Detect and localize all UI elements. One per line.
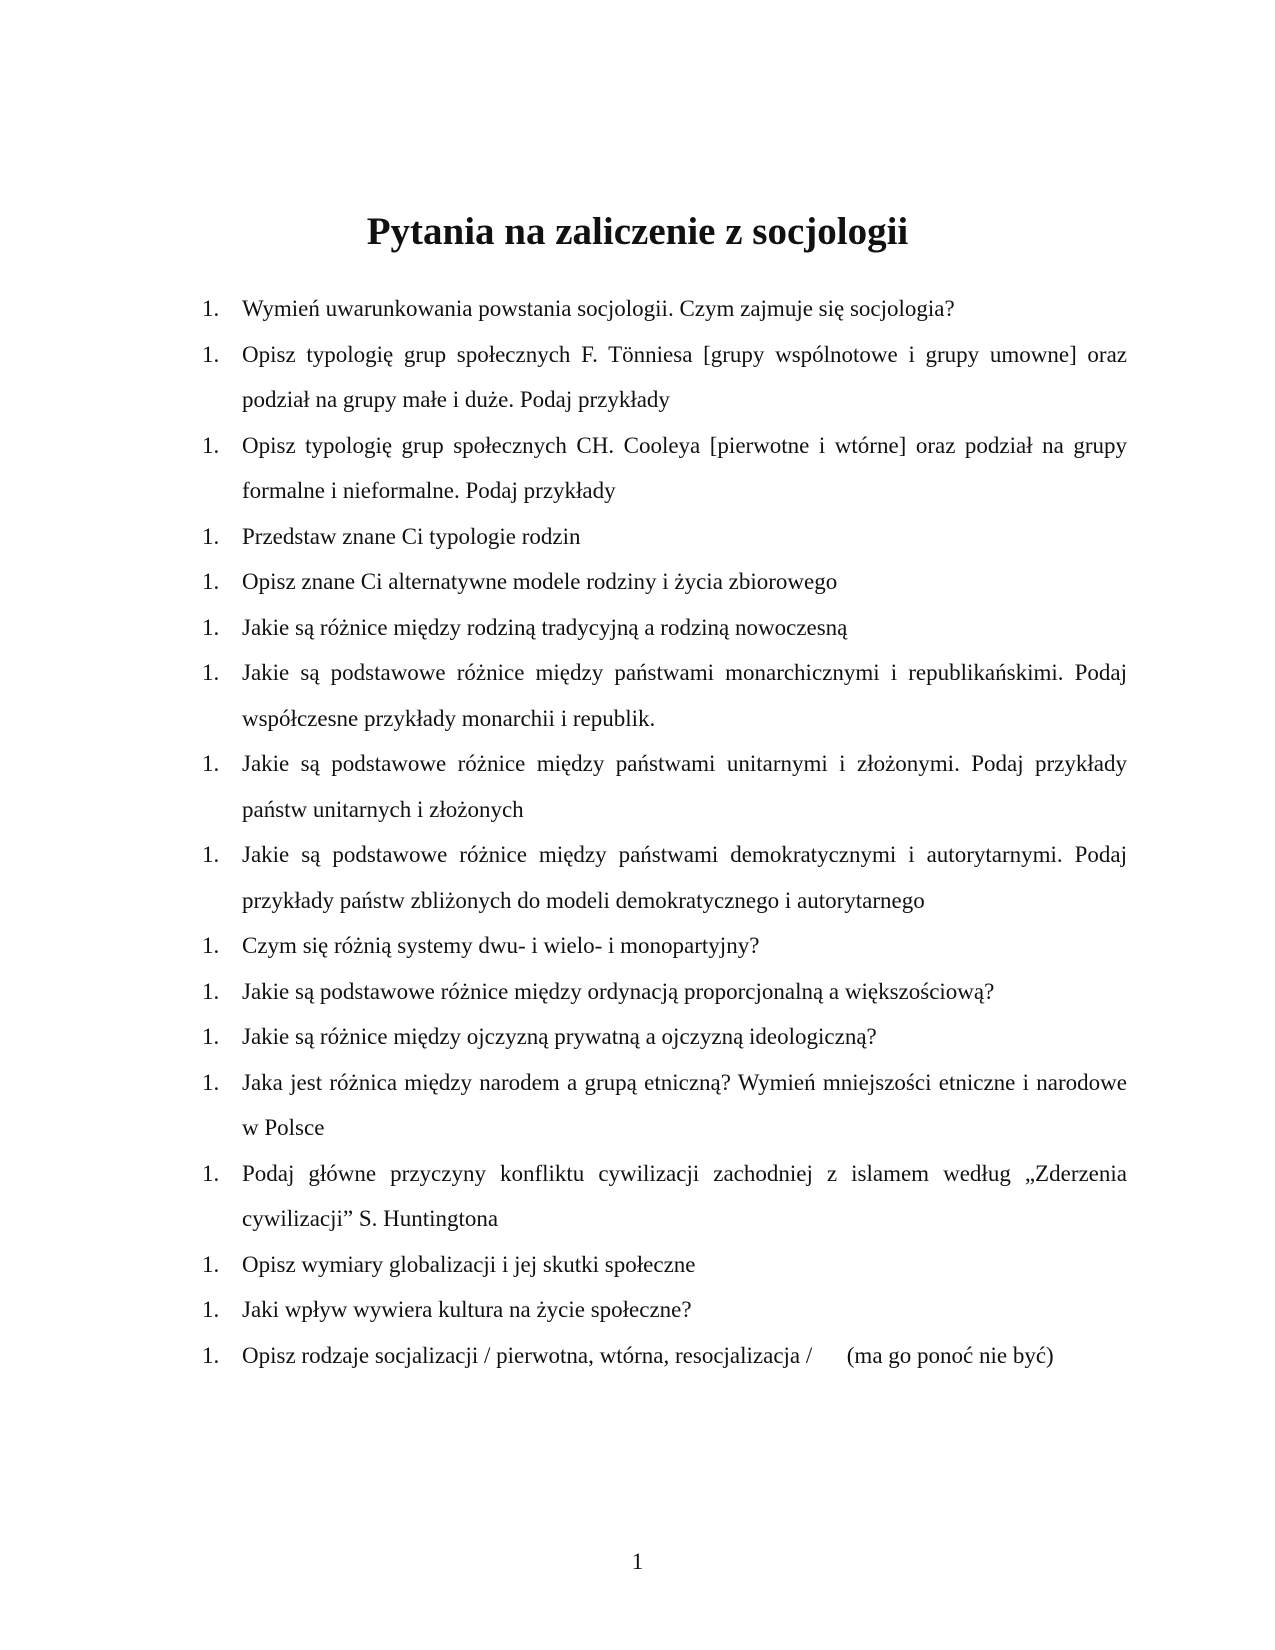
- list-item-number: 1.: [202, 523, 220, 549]
- list-item-text: Jaki wpływ wywiera kultura na życie społeczne?: [242, 1297, 692, 1322]
- list-item-number: 1.: [202, 842, 220, 867]
- list-item-text: Opisz znane Ci alternatywne modele rodziny i życia zbiorowego: [242, 569, 838, 594]
- list-item: [202, 1333, 1127, 1379]
- list-item-number: 1.: [202, 660, 220, 685]
- list-item: [202, 741, 1127, 832]
- list-item-number: 1.: [202, 1069, 220, 1095]
- list-item-number: 1.: [202, 751, 220, 776]
- list-item-number: 1.: [202, 569, 220, 594]
- list-item: [202, 1151, 1127, 1242]
- list-item-text: Przedstaw znane Ci typologie rodzin: [242, 523, 581, 549]
- list-item-number: 1.: [202, 1160, 220, 1186]
- list-item: [202, 1014, 1127, 1060]
- list-item-text: Czym się różnią systemy dwu- i wielo- i monopartyjny?: [242, 933, 760, 958]
- list-item-text: Jakie są podstawowe różnice między ordynacją proporcjonalną a większościową?: [242, 978, 995, 1004]
- list-item-text: Wymień uwarunkowania powstania socjologii. Czym zajmuje się socjologia?: [242, 296, 955, 321]
- questions-list: [202, 286, 1127, 1378]
- page-title: Pytania na zaliczenie z socjologii: [366, 210, 909, 253]
- list-item-text: Jakie są podstawowe różnice między państwami demokratycznymi i autorytarnymi. Podaj przykłady państw zbliżonych do modeli demokratycznego i autorytarnego: [242, 842, 1127, 913]
- list-item: [202, 559, 1127, 605]
- list-item: [202, 286, 1127, 332]
- list-item-text: Jakie są podstawowe różnice między państwami unitarnymi i złożonymi. Podaj przykłady państw unitarnych i złożonych: [242, 751, 1127, 822]
- list-item-number: 1.: [202, 432, 220, 458]
- list-item-text: Jaka jest różnica między narodem a grupą etniczną? Wymień mniejszości etniczne i narodowe w Polsce: [242, 1069, 1127, 1140]
- page-number: 1: [631, 1549, 644, 1574]
- list-item: [202, 605, 1127, 651]
- list-item-number: 1.: [202, 341, 220, 367]
- list-item: [202, 969, 1127, 1015]
- list-item: [202, 423, 1127, 514]
- list-item-number: 1.: [202, 1024, 220, 1049]
- list-item: [202, 650, 1127, 741]
- list-item-number: 1.: [202, 1297, 220, 1322]
- list-item: [202, 1060, 1127, 1151]
- list-item-text: Opisz typologię grup społecznych CH. Cooleya [pierwotne i wtórne] oraz podział na grupy formalne i nieformalne. Podaj przykłady: [242, 432, 1127, 503]
- list-item: [202, 332, 1127, 423]
- list-item-text: Opisz typologię grup społecznych F. Tönniesa [grupy wspólnotowe i grupy umowne] oraz podział na grupy małe i duże. Podaj przykłady: [242, 341, 1127, 412]
- list-item: [202, 832, 1127, 923]
- list-item-text: Podaj główne przyczyny konfliktu cywilizacji zachodniej z islamem według „Zderzenia cywilizacji” S. Huntingtona: [242, 1160, 1127, 1231]
- list-item-number: 1.: [202, 614, 220, 640]
- list-item-number: 1.: [202, 978, 220, 1004]
- list-item: [202, 1287, 1127, 1333]
- list-item-text: Opisz rodzaje socjalizacji / pierwotna, wtórna, resocjalizacja / (ma go ponoć nie być): [242, 1342, 1054, 1368]
- list-item-text: Jakie są różnice między ojczyzną prywatną a ojczyzną ideologiczną?: [242, 1024, 877, 1049]
- list-item-text: Jakie są różnice między rodziną tradycyjną a rodziną nowoczesną: [242, 614, 848, 640]
- list-item-number: 1.: [202, 1251, 220, 1277]
- list-item-text: Jakie są podstawowe różnice między państwami monarchicznymi i republikańskimi. Podaj współczesne przykłady monarchii i republik.: [242, 660, 1127, 731]
- list-item: [202, 923, 1127, 969]
- list-item-number: 1.: [202, 296, 220, 321]
- list-item: [202, 514, 1127, 560]
- list-item-number: 1.: [202, 1342, 220, 1368]
- list-item-number: 1.: [202, 933, 220, 958]
- list-item: [202, 1242, 1127, 1288]
- list-item-text: Opisz wymiary globalizacji i jej skutki społeczne: [242, 1251, 696, 1277]
